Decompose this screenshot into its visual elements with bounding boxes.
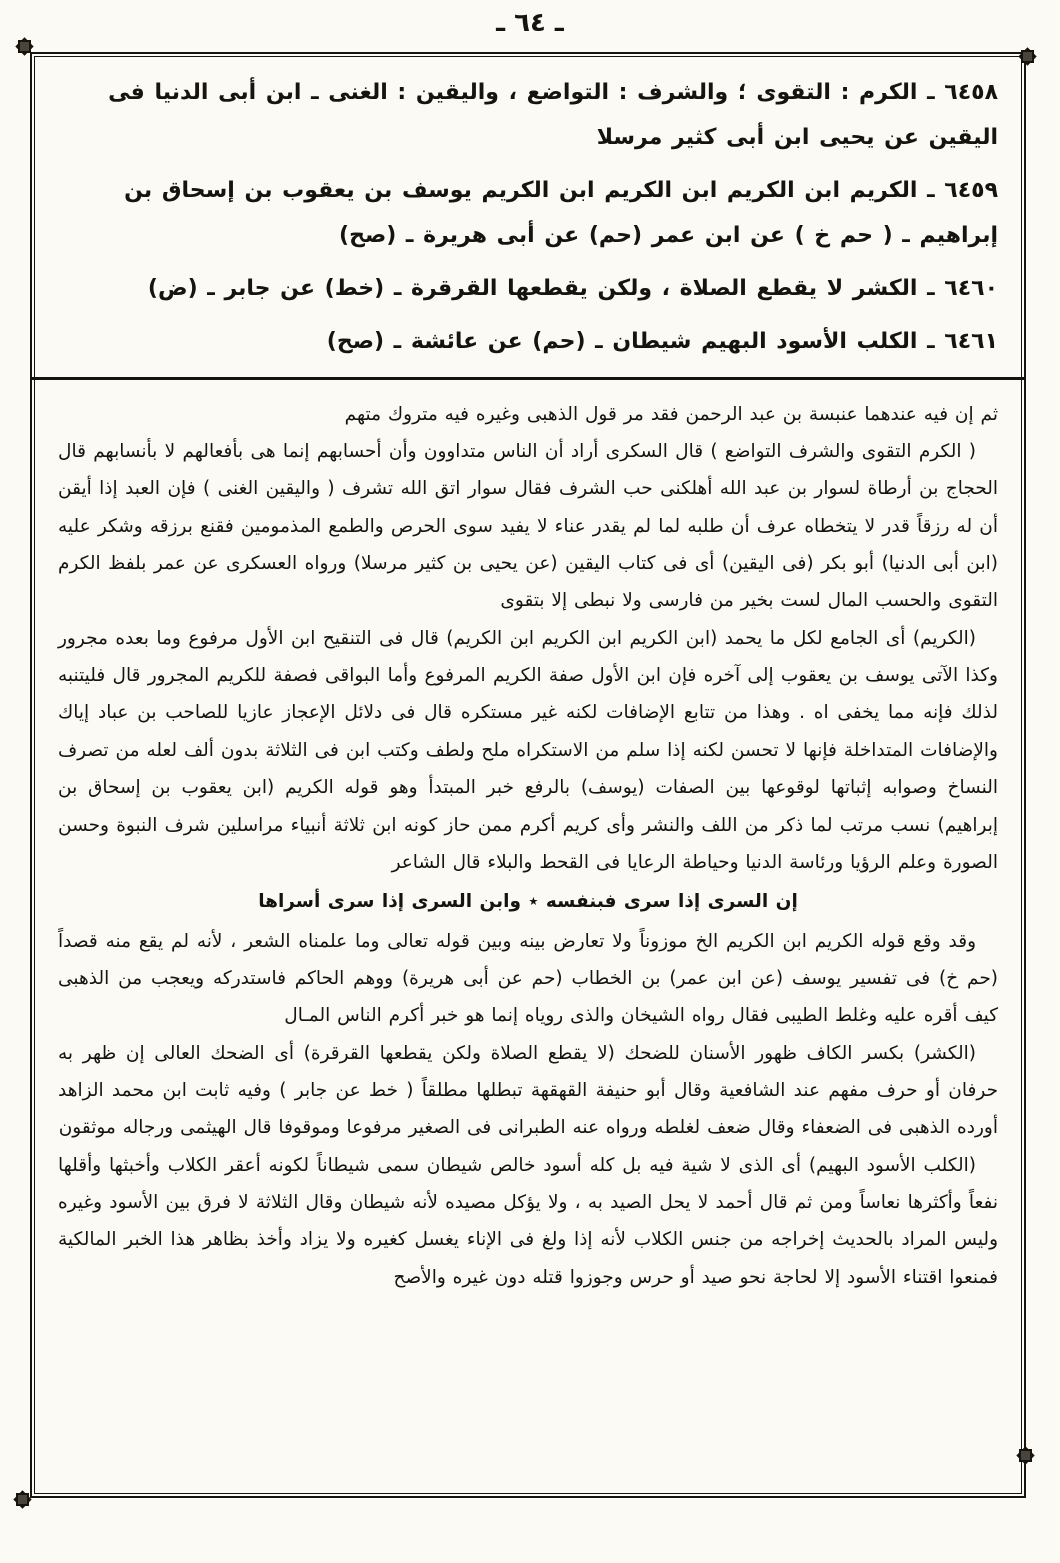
commentary-paragraph: ( الكرم التقوى والشرف التواضع ) قال السكرى أراد أن الناس متداوون وأن أحسابهم إنما هى بأفعالهم لا بأنسابهم قال الحجاج بن أرطاة لسوار بن عبد الله أهلكنى حب الشرف فقال سوار اتق الله تشرف ( واليقين الغنى ) فإن العبد إذا أيقن أن له رزقاً قدر لا يتخطاه عرف أن طلبه لما لم يقدر عناء لا يفيد سوى الحرص والطمع المذمومين فقنع برزقه وشكر عليه (ابن أبى الدنيا) أبو بكر (فى اليقين) أى فى كتاب اليقين (عن يحيى بن كثير مرسلا) ورواه العسكرى عن عمر بلفظ الكرم التقوى والحسب المال لست بخير من فارسى ولا نبطى إلا بتقوى	[58, 440, 998, 612]
commentary-paragraph: ثم إن فيه عندهما عنبسة بن عبد الرحمن فقد مر قول الذهبى وغيره فيه متروك متهم	[344, 403, 998, 425]
corner-ornament-icon	[16, 38, 33, 55]
commentary-paragraph: (الكلب الأسود البهيم) أى الذى لا شية فيه بل كله أسود خالص شيطان سمى شيطاناً لكونه أعقر الكلاب وأخبثها وأقلها نفعاً وأكثرها نعاساً ومن ثم قال أحمد لا يحل الصيد به ، ولا يؤكل مصيده لأنه شيطان وقال الثلاثة لا فرق بين الأسود وغيره وليس المراد بالحديث إخراجه من جنس الكلاب لأنه إذا ولغ فى الإناء يغسل كغيره ولا يزاد وأخذ بظاهر هذا الخبر المالكية فمنعوا اقتناء الأسود إلا لحاجة نحو صيد أو حرس وجوزوا قتله دون غيره والأصح	[58, 1154, 998, 1288]
section-divider	[32, 377, 1024, 380]
poetry-verse: إن السرى إذا سرى فبنفسه ٭ وابن السرى إذا سرى أسراها	[258, 891, 798, 913]
hadith-entry: ٦٤٥٨ ـ الكرم : التقوى ؛ والشرف : التواضع ، واليقين : الغنى ـ ابن أبى الدنيا فى اليقين عن يحيى ابن أبى كثير مرسلا	[108, 80, 998, 151]
hadith-entry: ٦٤٦١ ـ الكلب الأسود البهيم شيطان ـ (حم) عن عائشة ـ (صح)	[326, 329, 998, 355]
hadith-entry: ٦٤٦٠ ـ الكشر لا يقطع الصلاة ، ولكن يقطعها القرقرة ـ (خط) عن جابر ـ (ض)	[147, 276, 998, 302]
hadith-section	[58, 70, 998, 365]
page-content	[32, 54, 1024, 1496]
hadith-entry: ٦٤٥٩ ـ الكريم ابن الكريم ابن الكريم ابن الكريم يوسف بن يعقوب بن إسحاق بن إبراهيم ـ ( حم خ ) عن ابن عمر (حم) عن أبى هريرة ـ (صح)	[124, 178, 998, 249]
commentary-paragraph: وقد وقع قوله الكريم ابن الكريم الخ موزوناً ولا تعارض بينه وبين قوله تعالى وما علمناه الشعر ، لأنه لم يقع منه قصداً (حم خ) فى تفسير يوسف (عن ابن عمر) بن الخطاب (حم عن أبى هريرة) ووهم الحاكم فاستدركه ويعجب من الذهبى كيف أقره عليه وغلط الطيبى فقال رواه الشيخان والذى روياه إنما هو خبر أكرم الناس المـال	[58, 930, 998, 1027]
commentary-section	[58, 396, 998, 1297]
page-border-frame	[30, 52, 1026, 1498]
corner-ornament-icon	[14, 1491, 31, 1508]
page-number: ـ ٦٤ ـ	[496, 8, 564, 38]
commentary-paragraph: (الكشر) بكسر الكاف ظهور الأسنان للضحك (لا يقطع الصلاة ولكن يقطعها القرقرة) أى الضحك العالى إن ظهر به حرفان أو حرف مفهم عند الشافعية وقال أبو حنيفة القهقهة تبطلها مطلقاً ( خط عن جابر ) وفيه ثابت ابن محمد الزاهد أورده الذهبى فى الضعفاء وقال ضعف لغلطه ورواه عنه الطبرانى فى الصغير مرفوعا وموقوفا قال الهيثمى ورجاله موثقون	[58, 1042, 998, 1139]
commentary-paragraph: (الكريم) أى الجامع لكل ما يحمد (ابن الكريم ابن الكريم ابن الكريم) قال فى التنقيح ابن الأول مرفوع وما بعده مجرور وكذا الآتى يوسف بن يعقوب إلى آخره فإن ابن الأول صفة الكريم المرفوع وأما البواقى فصفة للكريم المجرور قال فليتنبه لذلك فإنه مما يخفى اه . وهذا من تتابع الإضافات لكنه غير مستكره قال فى دلائل الإعجاز عازيا للصاحب بن عباد إياك والإضافات المتداخلة فإنها لا تحسن لكنه إذا سلم من الاستكراه ملح ولطف وكتب ابن فى الثلاثة بدون ألف لعله من تصرف النساخ وصوابه إثباتها لوقوعها بين الصفات (يوسف) بالرفع خبر المبتدأ وهو قوله الكريم (ابن يعقوب بن إسحاق بن إبراهيم) نسب مرتب لما ذكر من اللف والنشر وأى كريم أكرم ممن حاز كونه ابن ثلاثة أنبياء مراسلين شرف النبوة وحسن الصورة وعلم الرؤيا ورئاسة الدنيا وحياطة الرعايا فى القحط والبلاء قال الشاعر	[58, 627, 998, 873]
